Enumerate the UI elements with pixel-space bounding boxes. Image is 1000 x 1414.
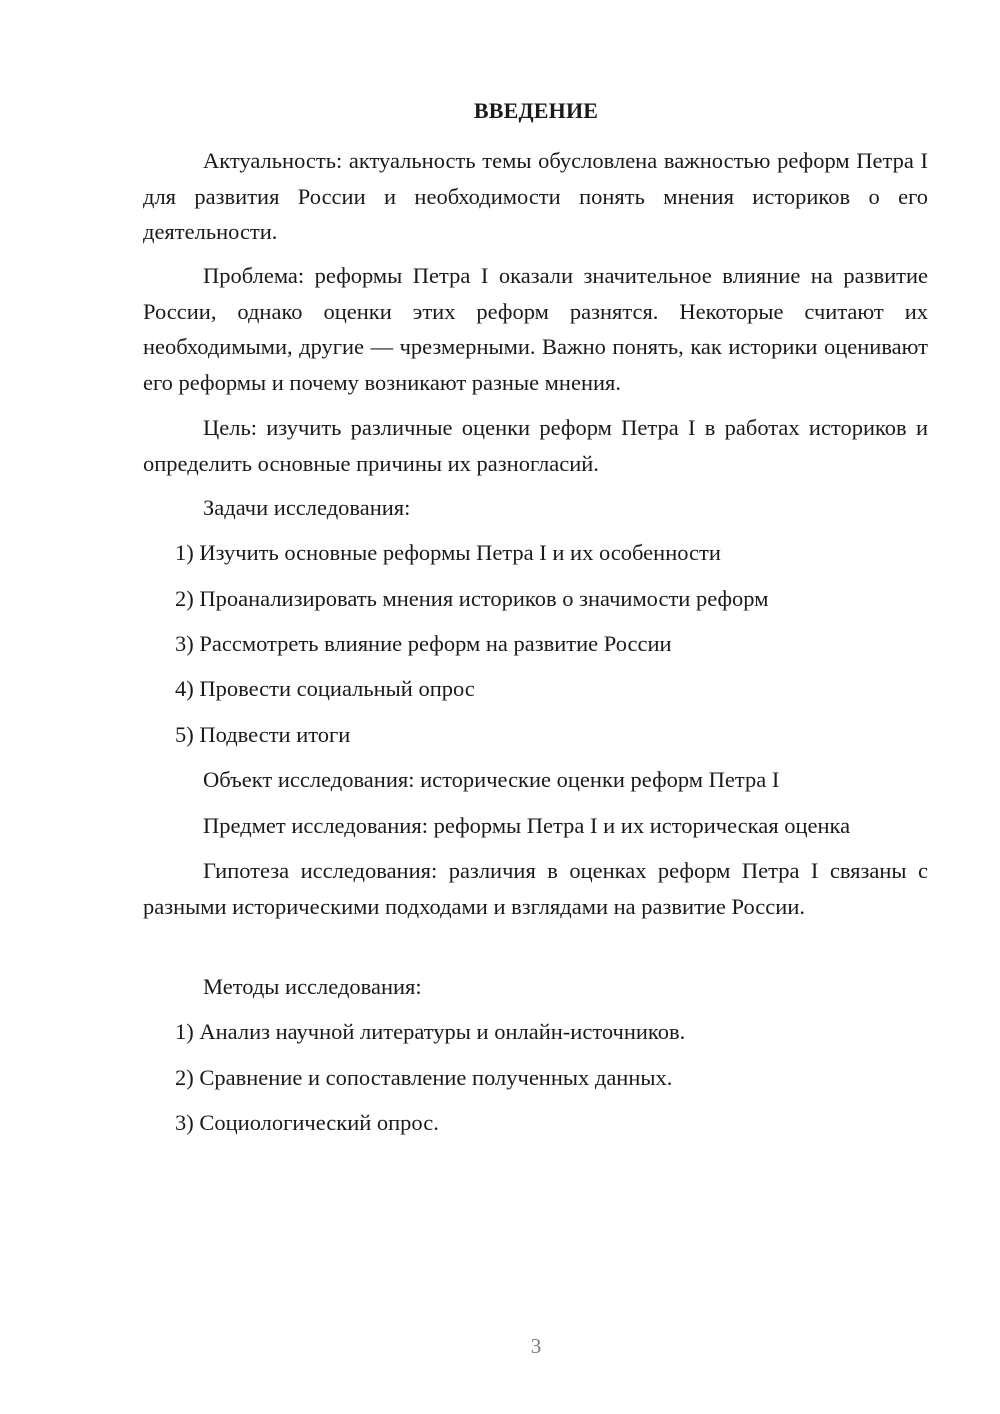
task-item-4: 4) Провести социальный опрос	[175, 676, 475, 701]
task-item-5: 5) Подвести итоги	[175, 722, 351, 747]
relevance-paragraph: Актуальность: актуальность темы обусловлена важностью реформ Петра I для развития России и необходимости понять мнения историков о его деятельности.	[143, 148, 928, 244]
subject-paragraph: Предмет исследования: реформы Петра I и их историческая оценка	[203, 813, 851, 838]
method-item-3: 3) Социологический опрос.	[175, 1110, 439, 1135]
method-item-2: 2) Сравнение и сопоставление полученных данных.	[175, 1065, 673, 1090]
page-number: 3	[530, 1334, 542, 1358]
methods-heading: Методы исследования:	[203, 974, 422, 999]
tasks-heading: Задачи исследования:	[203, 495, 411, 520]
object-paragraph: Объект исследования: исторические оценки реформ Петра I	[203, 767, 780, 792]
section-title: ВВЕДЕНИЕ	[473, 98, 599, 123]
task-item-2: 2) Проанализировать мнения историков о значимости реформ	[175, 586, 769, 611]
task-item-1: 1) Изучить основные реформы Петра I и их особенности	[175, 540, 721, 565]
goal-paragraph: Цель: изучить различные оценки реформ Петра I в работах историков и определить основные причины их разногласий.	[143, 415, 928, 476]
method-item-1: 1) Анализ научной литературы и онлайн-источников.	[175, 1019, 686, 1044]
hypothesis-paragraph: Гипотеза исследования: различия в оценках реформ Петра I связаны с разными историческими подходами и взглядами на развитие России.	[143, 858, 928, 919]
problem-paragraph: Проблема: реформы Петра I оказали значительное влияние на развитие России, однако оценки этих реформ разнятся. Некоторые считают их необходимыми, другие — чрезмерными. Важно понять, как историки оценивают его реформы и почему возникают разные мнения.	[143, 263, 928, 395]
task-item-3: 3) Рассмотреть влияние реформ на развитие России	[175, 631, 672, 656]
